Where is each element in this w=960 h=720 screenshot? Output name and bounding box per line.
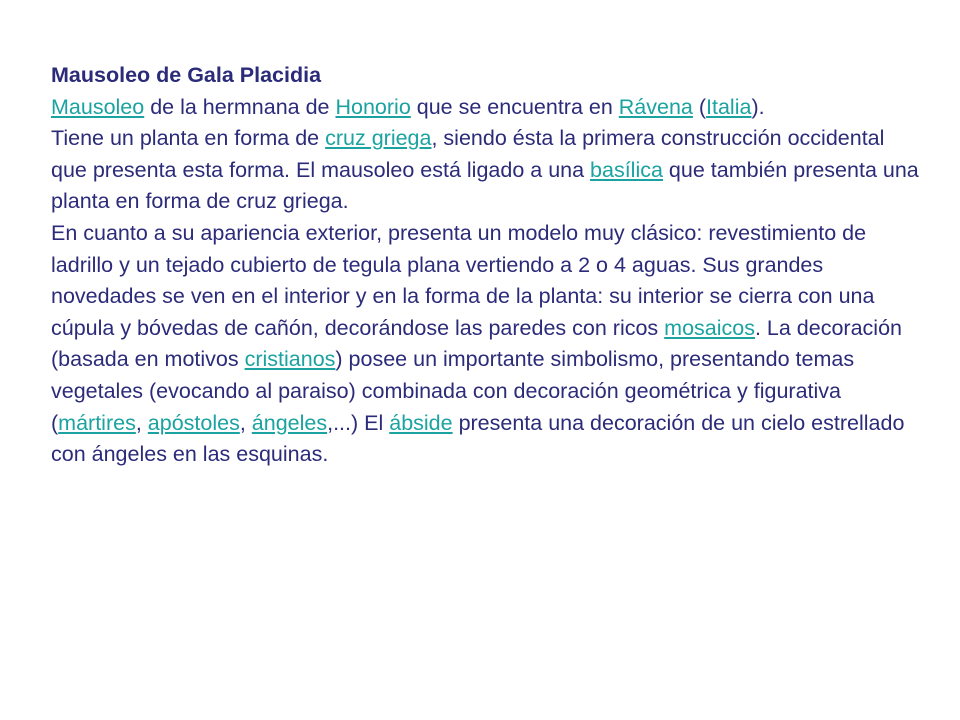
text-segment: que también presenta una planta en forma de cruz griega. xyxy=(51,157,919,214)
link-basilica[interactable]: basílica xyxy=(590,157,663,182)
link-honorio[interactable]: Honorio xyxy=(335,94,411,119)
text-segment: ( xyxy=(692,94,707,119)
text-segment: presenta una decoración de un cielo estrellado con ángeles en las esquinas. xyxy=(51,410,905,467)
text-segment: En cuanto a su apariencia exterior, presenta un modelo muy clásico: revestimiento de ladrillo y un tejado cubierto de tegula plana vertiendo a 2 o 4 aguas. Sus grandes novedades se ven en el interior y en la forma de la planta: su interior se cierra con una cúpula y bóvedas de cañón, decorándose las paredes con ricos xyxy=(51,220,875,340)
text-segment: , xyxy=(239,410,252,435)
link-ravena[interactable]: Rávena xyxy=(618,94,693,119)
floorplan-paragraph xyxy=(51,123,921,218)
text-segment: , siendo ésta la primera construcción occidental que presenta esta forma. El mausoleo está ligado a una xyxy=(51,126,885,182)
text-segment: ) posee un importante simbolismo, presentando temas vegetales (evocando al paraiso) combinada con decoración geométrica y figurativa ( xyxy=(51,347,855,435)
slide-content xyxy=(51,60,921,471)
text-segment: de la hermnana de xyxy=(144,94,336,119)
text-segment: ,...) El xyxy=(327,410,390,435)
link-mosaicos[interactable]: mosaicos xyxy=(664,315,755,340)
text-segment: que se encuentra en xyxy=(410,94,619,119)
link-apostoles[interactable]: apóstoles xyxy=(147,410,240,435)
link-abside[interactable]: ábside xyxy=(389,410,453,435)
text-segment: , xyxy=(135,410,148,435)
link-cruz-griega[interactable]: cruz griega xyxy=(325,126,432,151)
text-segment: . La decoración (basada en motivos xyxy=(51,315,902,372)
link-mausoleo[interactable]: Mausoleo xyxy=(51,94,145,119)
text-segment: Tiene un planta en forma de xyxy=(51,126,326,151)
link-martires[interactable]: mártires xyxy=(58,410,136,435)
description-paragraph xyxy=(51,218,921,471)
link-cristianos[interactable]: cristianos xyxy=(244,347,336,372)
text-segment: ). xyxy=(751,94,765,119)
link-italia[interactable]: Italia xyxy=(706,94,752,119)
intro-paragraph xyxy=(51,92,921,124)
link-angeles[interactable]: ángeles xyxy=(251,410,328,435)
slide-title: Mausoleo de Gala Placidia xyxy=(51,63,322,87)
